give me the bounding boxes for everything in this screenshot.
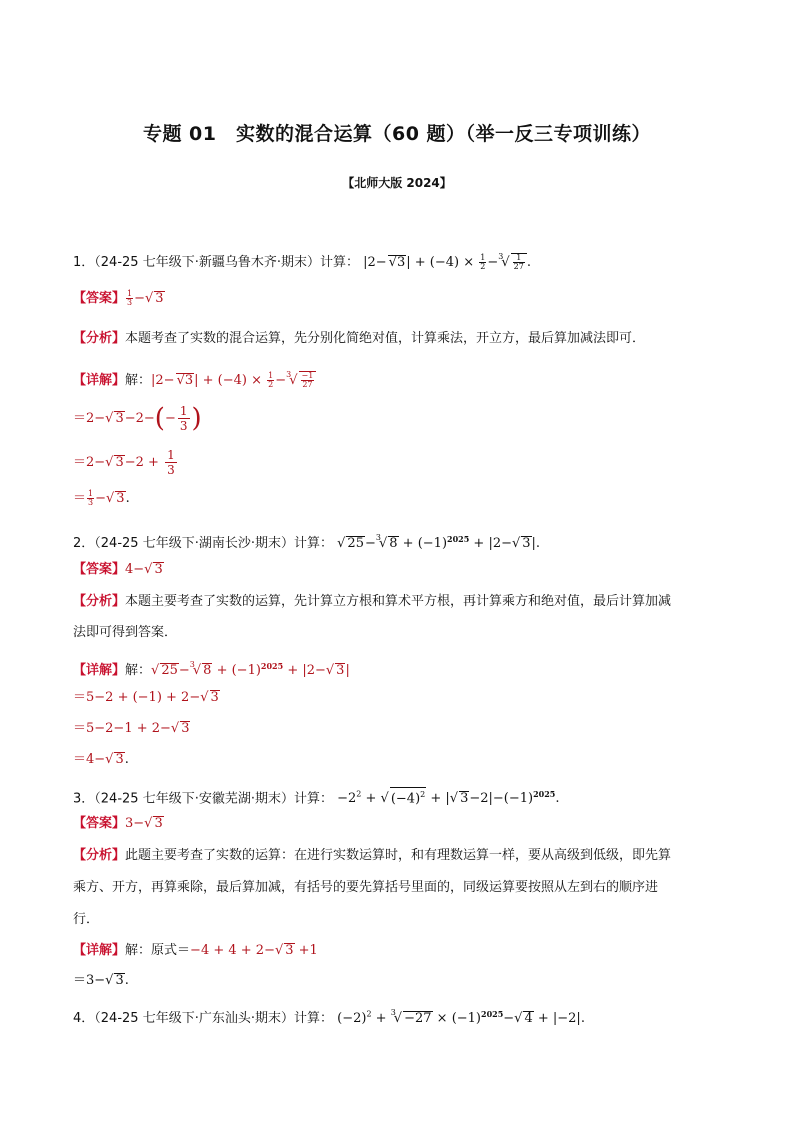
problem-1-source: （24-25 七年级下·新疆乌鲁木齐·期末）	[94, 255, 320, 270]
detail-prefix: 原式＝	[151, 943, 191, 958]
problem-2-analysis-cont	[73, 624, 177, 642]
problem-2-analysis-text-1: 本题主要考查了实数的运算，先计算立方根和算术平方根，再计算乘方和绝对值，最后计算加减	[125, 594, 672, 609]
problem-3-analysis-cont-1	[73, 879, 658, 897]
problem-3-statement	[73, 785, 560, 808]
problem-3-analysis-text-1: 此题主要考查了实数的运算：在进行实数运算时，和有理数运算一样，要从高级到低级，即先算	[125, 848, 672, 863]
problem-4-number: 4．	[73, 1011, 95, 1026]
solve-label: 解：	[125, 663, 152, 678]
problem-2-analysis	[73, 593, 671, 611]
detail-label: 【详解】	[73, 663, 126, 678]
problem-1-statement	[73, 248, 531, 272]
solve-label: 解：	[125, 943, 152, 958]
problem-3-analysis-text-3: 行．	[73, 912, 100, 927]
problem-2-number: 2．	[73, 536, 95, 551]
page-subtitle: 【北师大版 2024】	[342, 176, 452, 190]
problem-2-detail: 【详解】解：√ 25−$^3$√ $8 + (-1)^{2025} + |2-√$ 3|	[73, 660, 350, 678]
problem-1-analysis-text: 本题考查了实数的混合运算，先分别化简绝对值，计算乘法，开立方，最后算加减法即可．	[125, 331, 646, 346]
compute-label: 计算：	[319, 255, 359, 270]
compute-label: 计算：	[293, 1011, 333, 1026]
compute-label: 计算：	[293, 536, 333, 551]
problem-3-expression: $-2^2$ + √ $(-4)^2$ + |√ $3-2|-(-1)^{2025}$.	[337, 789, 560, 807]
problem-4-statement	[73, 1004, 585, 1028]
problem-2-source: （24-25 七年级下·湖南长沙·期末）	[94, 536, 294, 551]
answer-label: 【答案】	[73, 291, 126, 306]
problem-3-number: 3．	[73, 791, 95, 807]
answer-label: 【答案】	[73, 562, 126, 577]
page-title: 专题 01 实数的混合运算（60 题）（举一反三专项训练）	[142, 123, 652, 145]
problem-1-analysis	[73, 330, 645, 348]
analysis-label: 【分析】	[73, 331, 126, 346]
problem-1-step-1: ＝2−√ 3−2−(− $\frac{1}{3}$ )	[73, 403, 202, 434]
problem-1-step-2: ＝2−√ 3−2 + $\frac{1}{3}$	[73, 448, 175, 477]
problem-1-detail: 【详解】解：|2− √3| + (−4) × $\frac{1}{2}$ −$^3$√ $\frac{-1}{27}$	[73, 366, 316, 390]
problem-2-answer: 【答案】4−√ 3	[73, 562, 163, 577]
problem-2-analysis-text-2: 法即可得到答案．	[73, 625, 178, 640]
problem-3-step-1: ＝3−√ 3.	[73, 973, 129, 988]
problem-3-analysis-cont-2	[73, 911, 99, 929]
problem-1-answer: 【答案】 $\frac{1}{3}$ −√ 3	[73, 289, 164, 307]
problem-2-step-2: ＝5−2−1 + 2−√ 3	[73, 721, 190, 736]
problem-3-answer: 【答案】3−√ 3	[73, 816, 163, 831]
problem-1-step-3: ＝ $\frac{1}{3}$ −√ 3.	[73, 489, 130, 507]
problem-2-step-3: ＝4−√ 3.	[73, 752, 129, 767]
analysis-label: 【分析】	[73, 594, 126, 609]
problem-2-expression: √ 25−$^3$√ $8 + (-1)^{2025} + |2-√$ 3|.	[337, 533, 541, 551]
analysis-label: 【分析】	[73, 848, 126, 863]
problem-3-analysis	[73, 847, 671, 865]
problem-4-source: （24-25 七年级下·广东汕头·期末）	[94, 1011, 294, 1026]
problem-1-expression: |2− √3| + (−4) × $\frac{1}{2}$ −$^3$√ $\frac{1}{27}$ .	[363, 252, 531, 271]
detail-label: 【详解】	[73, 373, 126, 388]
detail-label: 【详解】	[73, 943, 126, 958]
answer-label: 【答案】	[73, 816, 126, 831]
solve-label: 解：	[125, 373, 152, 388]
problem-1-number: 1．	[73, 255, 95, 270]
problem-3-analysis-text-2: 乘方、开方，再算乘除，最后算加减，有括号的要先算括号里面的，同级运算要按照从左到右的顺序进	[73, 880, 659, 895]
problem-3-detail: 【详解】解：原式＝−4 + 4 + 2−√ 3 +1	[73, 943, 318, 958]
problem-2-statement	[73, 529, 540, 553]
problem-4-expression: $(-2)^2 + ^3√ -27 \times (-1)^{2025}-√$ 4 + |−2|.	[337, 1008, 585, 1026]
compute-label: 计算：	[293, 791, 333, 807]
problem-3-source: （24-25 七年级下·安徽芜湖·期末）	[94, 791, 294, 807]
problem-2-step-1: ＝5−2 + (−1) + 2−√ 3	[73, 690, 219, 705]
